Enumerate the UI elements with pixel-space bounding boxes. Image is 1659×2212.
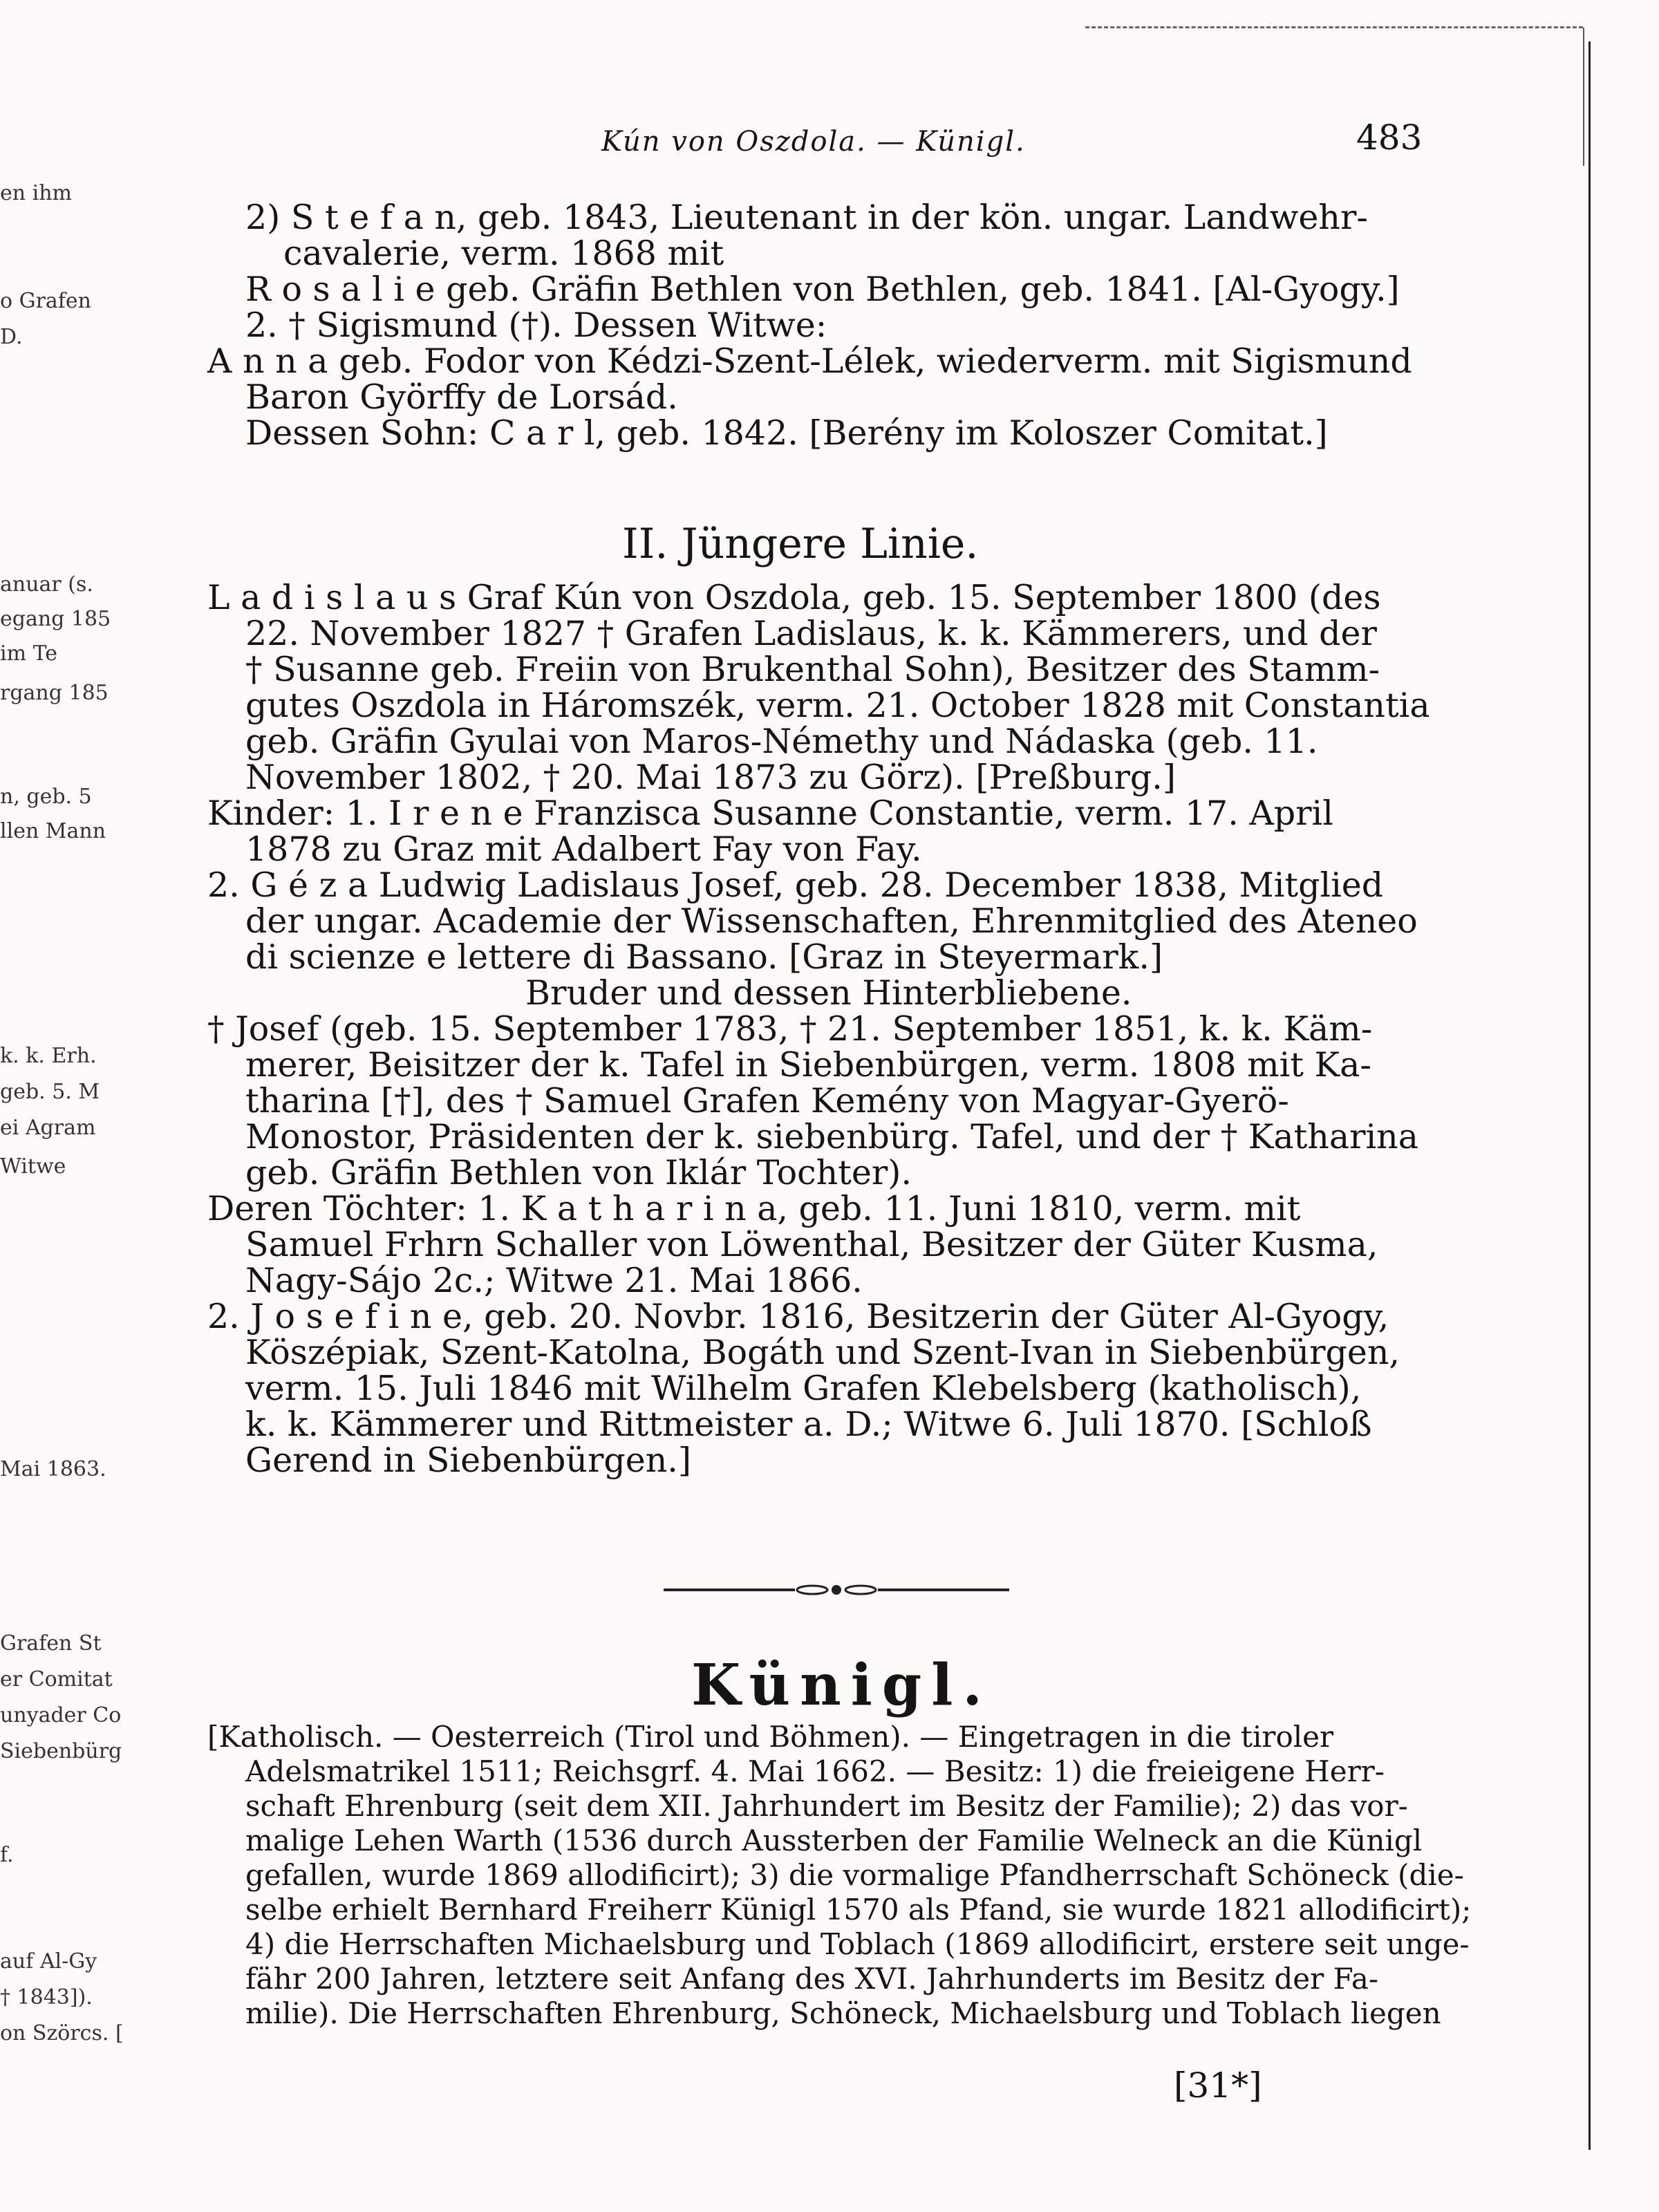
- text-line: gutes Oszdola in Háromszék, verm. 21. October 1828 mit Constantia: [245, 686, 1430, 725]
- intro-line: schaft Ehrenburg (seit dem XII. Jahrhundert im Besitz der Familie); 2) das vor-: [245, 1789, 1408, 1823]
- text-line: k. k. Kämmerer und Rittmeister a. D.; Witwe 6. Juli 1870. [Schloß: [245, 1405, 1372, 1444]
- text-line: † Josef (geb. 15. September 1783, † 21. September 1851, k. k. Käm-: [207, 1009, 1373, 1049]
- margin-fragment: o Grafen: [0, 289, 91, 313]
- signature-mark: [31*]: [1174, 2065, 1262, 2106]
- text-line: verm. 15. Juli 1846 mit Wilhelm Grafen Klebelsberg (katholisch),: [245, 1369, 1362, 1408]
- text-line: geb. Gräfin Gyulai von Maros-Némethy und Nádaska (geb. 11.: [245, 722, 1318, 761]
- text-line: der ungar. Academie der Wissenschaften, Ehrenmitglied des Ateneo: [245, 901, 1418, 941]
- intro-line: fähr 200 Jahren, letztere seit Anfang des XVI. Jahrhunderts im Besitz der Fa-: [245, 1962, 1379, 1996]
- page-number: 483: [1356, 118, 1423, 158]
- margin-fragment: † 1843]).: [0, 1985, 93, 2009]
- intro-line: malige Lehen Warth (1536 durch Aussterben der Familie Welneck an die Künigl: [245, 1824, 1423, 1857]
- text-line: Köszépiak, Szent-Katolna, Bogáth und Szent-Ivan in Siebenbürgen,: [245, 1333, 1400, 1372]
- running-head: Kún von Oszdola. — Künigl.: [601, 126, 1026, 158]
- text-line: L a d i s l a u s Graf Kún von Oszdola, geb. 15. September 1800 (des: [207, 578, 1381, 617]
- text-line: † Susanne geb. Freiin von Brukenthal Sohn), Besitzer des Stamm-: [245, 650, 1380, 689]
- intro-line: 4) die Herrschaften Michaelsburg und Toblach (1869 allodificirt, erstere seit unge-: [245, 1927, 1470, 1961]
- margin-fragment: Mai 1863.: [0, 1457, 106, 1481]
- intro-line: gefallen, wurde 1869 allodificirt); 3) die vormalige Pfandherrschaft Schöneck (die-: [245, 1858, 1464, 1892]
- margin-fragment: Siebenbürg: [0, 1739, 122, 1763]
- intro-line: Adelsmatrikel 1511; Reichsgrf. 4. Mai 1662. — Besitz: 1) die freieigene Herr-: [245, 1754, 1385, 1788]
- margin-fragment: auf Al-Gy: [0, 1949, 97, 1974]
- text-line: Monostor, Präsidenten der k. siebenbürg. Tafel, und der † Katharina: [245, 1117, 1418, 1156]
- text-line: Nagy-Sájo 2c.; Witwe 21. Mai 1866.: [245, 1261, 863, 1300]
- margin-fragment: im Te: [0, 641, 58, 666]
- intro-line: milie). Die Herrschaften Ehrenburg, Schöneck, Michaelsburg und Toblach liegen: [245, 1996, 1441, 2030]
- margin-fragment: k. k. Erh.: [0, 1044, 97, 1068]
- text-line: 2. G é z a Ludwig Ladislaus Josef, geb. 28. December 1838, Mitglied: [207, 865, 1384, 905]
- text-line: 2) S t e f a n, geb. 1843, Lieutenant in der kön. ungar. Landwehr-: [245, 198, 1368, 237]
- text-line: 2. J o s e f i n e, geb. 20. Novbr. 1816, Besitzerin der Güter Al-Gyogy,: [207, 1297, 1389, 1336]
- page-edge-line: [1588, 41, 1591, 2150]
- margin-fragment: llen Mann: [0, 819, 106, 843]
- margin-fragment: ei Agram: [0, 1116, 96, 1140]
- section-heading: II. Jüngere Linie.: [622, 520, 979, 568]
- text-line: November 1802, † 20. Mai 1873 zu Görz). [Preßburg.]: [245, 758, 1176, 797]
- text-line: di scienze e lettere di Bassano. [Graz in Steyermark.]: [245, 937, 1163, 977]
- text-line: Bruder und dessen Hinterbliebene.: [525, 973, 1132, 1013]
- margin-fragment: Witwe: [0, 1154, 66, 1179]
- margin-fragment: er Comitat: [0, 1667, 113, 1691]
- margin-fragment: geb. 5. M: [0, 1080, 100, 1104]
- text-line: tharina [†], des † Samuel Grafen Kemény von Magyar-Gyerö-: [245, 1081, 1289, 1121]
- top-dashed-rule: [1085, 26, 1583, 28]
- margin-fragment: rgang 185: [0, 681, 109, 705]
- margin-fragment: Grafen St: [0, 1631, 102, 1656]
- text-line: Samuel Frhrn Schaller von Löwenthal, Besitzer der Güter Kusma,: [245, 1225, 1378, 1264]
- margin-fragment: en ihm: [0, 181, 72, 205]
- text-line: merer, Beisitzer der k. Tafel in Siebenbürgen, verm. 1808 mit Ka-: [245, 1045, 1371, 1085]
- text-line: 2. † Sigismund (†). Dessen Witwe:: [245, 306, 827, 345]
- intro-line: selbe erhielt Bernhard Freiherr Künigl 1570 als Pfand, sie wurde 1821 allodificirt);: [245, 1893, 1472, 1927]
- text-line: Gerend in Siebenbürgen.]: [245, 1441, 691, 1480]
- margin-fragment: n, geb. 5: [0, 785, 92, 809]
- text-line: geb. Gräfin Bethlen von Iklár Tochter).: [245, 1153, 912, 1192]
- section-divider-ornament: [664, 1583, 1009, 1597]
- text-line: 22. November 1827 † Grafen Ladislaus, k. k. Kämmerers, und der: [245, 614, 1377, 653]
- margin-fragment: on Szörcs. [: [0, 2021, 124, 2045]
- text-line: Kinder: 1. I r e n e Franzisca Susanne Constantie, verm. 17. April: [207, 794, 1333, 833]
- page-edge-line-top: [1583, 28, 1584, 166]
- margin-fragment: D.: [0, 325, 23, 349]
- text-line: Baron Györffy de Lorsád.: [245, 377, 678, 417]
- text-line: cavalerie, verm. 1868 mit: [283, 234, 724, 273]
- margin-fragment: f.: [0, 1843, 14, 1867]
- margin-fragment: unyader Co: [0, 1703, 122, 1727]
- family-title: Künigl.: [691, 1652, 992, 1718]
- text-line: A n n a geb. Fodor von Kédzi-Szent-Lélek, wiederverm. mit Sigismund: [207, 341, 1412, 381]
- text-line: R o s a l i e geb. Gräfin Bethlen von Bethlen, geb. 1841. [Al-Gyogy.]: [245, 270, 1400, 309]
- text-line: Deren Töchter: 1. K a t h a r i n a, geb. 11. Juni 1810, verm. mit: [207, 1189, 1301, 1228]
- intro-line: [Katholisch. — Oesterreich (Tirol und Böhmen). — Eingetragen in die tiroler: [207, 1720, 1334, 1754]
- text-line: 1878 zu Graz mit Adalbert Fay von Fay.: [245, 830, 922, 869]
- margin-fragment: egang 185: [0, 607, 111, 631]
- text-line: Dessen Sohn: C a r l, geb. 1842. [Berény im Koloszer Comitat.]: [245, 413, 1328, 453]
- margin-fragment: anuar (s.: [0, 572, 93, 597]
